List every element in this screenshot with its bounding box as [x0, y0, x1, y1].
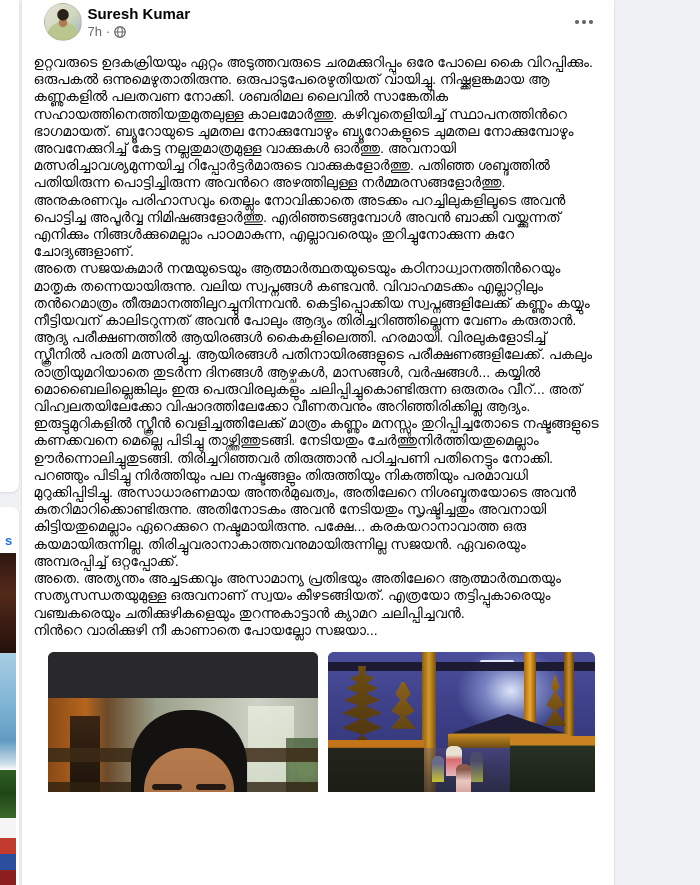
post-paragraph: അതെ സജയകുമാർ നന്മയുടെയും ആത്മാർത്ഥതയുടെയും കഠിനാധ്വാനത്തിൻറെയും മാതൃക തന്നെയായിരുന്നു. വലിയ സ്വപ്നങ്ങൾ കണ്ടവൻ. വിവാഹമടക്കം എല്ലാറ്റിലും തൻറെമാത്രം തീരുമാനത്തിലുറച്ചുനിന്നവൻ. കെട്ടിപ്പൊക്കിയ സ്വപ്നങ്ങളിലേക്ക് കണ്ണും കയ്യും നീട്ടിയവന് കാലിടറുന്നത് അവൻ പോലും ആദ്യം തിരിച്ചറിഞ്ഞില്ലെന്ന വേണം കരുതാൻ. ആദ്യ പരീക്ഷണത്തിൽ ആയിരങ്ങൾ കൈകളിലെത്തി. ഹരമായി. വിരലുകളോടിച്ച് സ്ക്രീനിൽ പരതി മത്സരിച്ചു. ആയിരങ്ങൾ പതിനായിരങ്ങളുടെ പരീക്ഷണങ്ങളിലേക്ക്. പകലും രാത്രിയുമറിയാതെ തുടർന്ന ദിനങ്ങൾ ആഴ്ചകൾ, മാസങ്ങൾ, വർഷങ്ങൾ... കയ്യിൽ മൊബൈലില്ലെങ്കിലും ഇരു പെരുവിരലുകളും ചലിപ്പിച്ചുകൊണ്ടിരുന്ന ഒരുതരം വീറ്... അത് വിഹ്വലതയിലേക്കോ വിഷാദത്തിലേക്കോ വീണതവനും അറിഞ്ഞിരിക്കില്ല ആദ്യം. ഇരുട്ടുമുറികളിൽ സ്ക്രീൻ വെളിച്ചത്തിലേക്ക് മാത്രം കണ്ണും മനസ്സും തുറിപ്പിച്ചതോടെ നഷ്ടങ്ങളുടെ കണക്കവനെ മെല്ലെ പിടിച്ചു താഴ്ത്തിത്തുടങ്ങി. നേടിയതും ചേർത്തുനിർത്തിയതുമെല്ലാം ഊർന്നൊലിച്ചുതുടങ്ങി. തിരിച്ചറിഞ്ഞവർ തിരുത്താൻ പഠിച്ചപണി പതിനെട്ടും നോക്കി. പറഞ്ഞും പിടിച്ചു നിർത്തിയും പല നഷ്ടങ്ങളും തിരുത്തിയും നികത്തിയും പരമാവധി മുറുക്കിപ്പിടിച്ചു. അസാധാരണമായ അന്തർമുഖത്വം, അതിലേറെ നിശബ്ദതയോടെ അവൻ കുതറിമാറിക്കൊണ്ടിരുന്നു. അതിനോടകം അവൻ നേടിയതും സൃഷ്ടിച്ചതും അവനായി കിട്ടിയതുമെല്ലാം ഏറെക്കുറെ നഷ്ടമായിരുന്നു. പക്ഷേ... കരകയറാനാവാത്ത ഒരു കയമായിരുന്നില്ല. തിരിച്ചുവരാനാകാത്തവനുമായിരുന്നില്ല സജയൻ. ഏവരെയും അമ്പരപ്പിച്ച് ഒറ്റപ്പോക്ക്.	[33, 260, 603, 569]
cutoff-thumbnail-flag-red[interactable]	[0, 838, 16, 854]
post-paragraph: നിൻറെ വാരിക്കുഴി നീ കാണാതെ പോയല്ലോ സജയാ...	[33, 621, 378, 638]
post-card	[22, 0, 614, 885]
post-body	[22, 52, 614, 639]
portrait-dark-banner	[48, 652, 319, 698]
left-rail-cutoff-posts	[0, 0, 20, 885]
post-paragraph: ഉറ്റവരുടെ ഉദകക്രിയയും ഏറ്റം അടുത്തവരുടെ ചരമക്കുറിപ്പും ഒരേ പോലെ കൈ വിറപ്പിക്കും. ഒരുപകൽ ഒന്നുമെഴുതാതിരുന്നു. ഒരുപാടുപേരെഴുതിയത് വായിച്ചു. നിഷ്ക്കളങ്കമായ ആ കണ്ണുകളിൽ പലതവണ നോക്കി. ശബരിമല ലൈവിൽ സാങ്കേതിക സഹായത്തിനെത്തിയതുമുതലുള്ള കാലമോർത്തു. കഴിവുതെളിയിച്ച് സ്ഥാപനത്തിൻറെ ഭാഗമായത്. ബ്യൂറോയുടെ ചുമതല നോക്കുമ്പോഴും ബ്യൂറോകളുടെ ചുമതല നോക്കുമ്പോഴും അവനേക്കുറിച്ച് കേട്ട നല്ലതുമാത്രമുള്ള വാക്കുകൾ ഓർത്തു. അവനായി മത്സരിച്ചാവശ്യമുന്നയിച്ച റിപ്പോർട്ടർമാരുടെ വാക്കുകളോർത്തു. പതിഞ്ഞ ശബ്ദത്തിൽ പതിയിരുന്ന പൊട്ടിച്ചിരുന്ന അവൻറെ അഴത്തിലുള്ള നർമ്മരസങ്ങളോർത്തു. അനുകരണവും പരിഹാസവും തെല്ലും നോവിക്കാതെ അടക്കം പറച്ചിലുകളിലൂടെ അവൻ പൊട്ടിച്ച അപൂർവ്വ നിമിഷങ്ങളോർത്തു. എരിഞ്ഞടങ്ങുമ്പോൾ അവൻ ബാക്കി വയ്ക്കുന്നത് എനിക്കും നിങ്ങൾക്കുമെല്ലാം പാഠമാകുന്ന, എല്ലാവരെയും തുറിച്ചുനോക്കുന്ന കുറേ ചോദ്യങ്ങളാണ്.	[33, 54, 597, 260]
temple-stone-wall-right	[510, 736, 595, 792]
post-paragraph: അതെ. അത്യന്തം അച്ചടക്കവും അസാമാന്യ പ്രതിഭയും അതിലേറെ ആത്മാർത്ഥതയും സത്യസന്ധതയുമുള്ള ഒരുവനാണ് സ്വയം കീഴടങ്ങിയത്. എത്രയോ തട്ടിപ്പുകാരെയും വഞ്ചകരെയും ചതിക്കുഴികളെയും തുറന്നുകാട്ടാൻ ക്യാമറ ചലിപ്പിച്ചവൻ.	[33, 570, 565, 621]
cutoff-post-above	[0, 0, 19, 492]
timestamp[interactable]: 7h	[87, 24, 102, 39]
photo-portrait[interactable]	[48, 652, 319, 792]
portrait-eyebrow	[152, 784, 182, 790]
post-header	[22, 0, 614, 52]
temple-pilgrim	[470, 752, 483, 782]
cutoff-thumbnail-maroon[interactable]	[0, 553, 16, 653]
cutoff-thumbnail-white	[0, 818, 16, 838]
cutoff-link-text[interactable]: s	[5, 533, 13, 548]
cutoff-thumbnail-green[interactable]	[0, 770, 16, 818]
cutoff-thumbnail-flag-blue[interactable]	[0, 854, 16, 870]
author-name[interactable]: Suresh Kumar	[87, 6, 191, 23]
post-meta	[88, 25, 127, 39]
temple-pilgrim	[432, 756, 444, 782]
temple-pilgrim	[456, 764, 471, 792]
avatar[interactable]	[44, 3, 82, 41]
temple-stone-wall-left	[328, 740, 424, 792]
globe-icon	[114, 26, 126, 38]
portrait-eyebrow	[196, 784, 226, 790]
more-options-icon[interactable]	[570, 12, 598, 32]
photo-attachments	[48, 652, 595, 792]
temple-beam	[328, 662, 595, 671]
cutoff-thumbnail-flag-darkred[interactable]	[0, 870, 16, 885]
photo-temple[interactable]	[328, 652, 595, 792]
meta-separator: ·	[105, 24, 111, 39]
cutoff-post-below	[0, 507, 19, 885]
cutoff-thumbnail-sky[interactable]	[0, 653, 16, 770]
